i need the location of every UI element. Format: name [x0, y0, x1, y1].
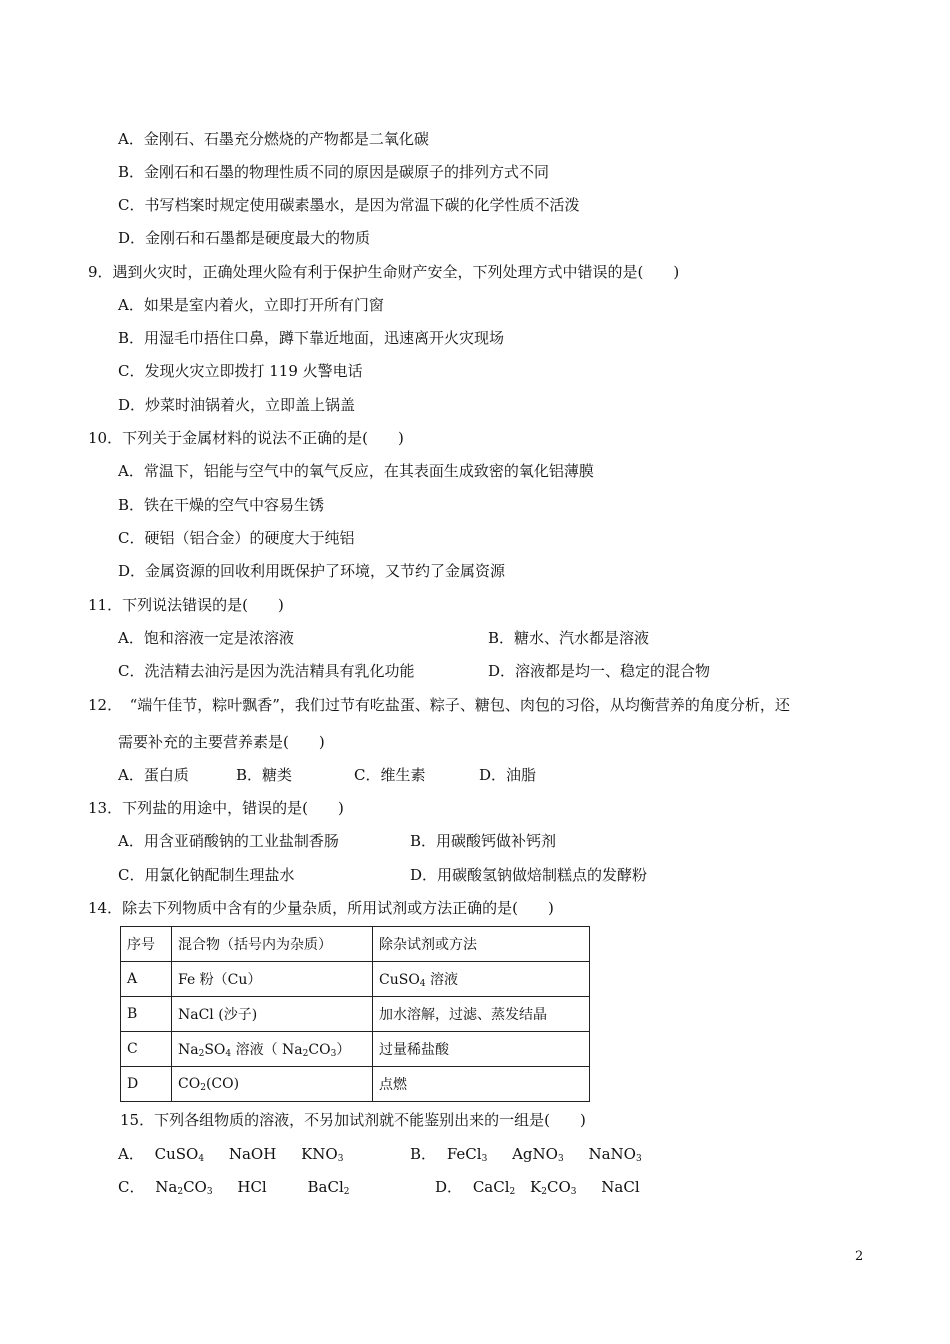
q13-option-b: B．用碳酸钙做补钙剂: [410, 832, 557, 850]
q13-option-a: A．用含亚硝酸钠的工业盐制香肠: [118, 832, 339, 850]
q13-option-c: C．用氯化钠配制生理盐水: [118, 866, 295, 884]
table-header-cell: 混合物（括号内为杂质）: [172, 927, 373, 962]
q12-option-a: A．蛋白质: [118, 766, 189, 784]
q8-option-b: B．金刚石和石墨的物理性质不同的原因是碳原子的排列方式不同: [118, 163, 550, 181]
q11-option-b: B．糖水、汽水都是溶液: [488, 629, 650, 647]
q9-option-b: B．用湿毛巾捂住口鼻，蹲下靠近地面，迅速离开火灾现场: [118, 329, 505, 347]
table-header-cell: 除杂试剂或方法: [373, 927, 590, 962]
q12-option-c: C．维生素: [354, 766, 426, 784]
table-cell-id: D: [121, 1067, 172, 1102]
q14-stem: 14．除去下列物质中含有的少量杂质，所用试剂或方法正确的是( ): [88, 899, 554, 917]
table-cell-mixture: $Na_2SO_4$ 溶液（ $Na_2CO_3$）: [172, 1032, 373, 1067]
table-row: [121, 962, 590, 997]
q10-option-d: D．金属资源的回收利用既保护了环境，又节约了金属资源: [118, 562, 506, 580]
table-cell-reagent: 点燃: [373, 1067, 590, 1102]
q9-option-c: C．发现火灾立即拨打 119 火警电话: [118, 362, 363, 380]
table-cell-mixture: NaCl (沙子): [172, 997, 373, 1032]
q10-stem: 10．下列关于金属材料的说法不正确的是( ): [88, 429, 404, 447]
q12-stem-continued: 需要补充的主要营养素是( ): [118, 733, 325, 751]
q15-option-b: B． FeCl$_3$ AgNO$_3$ NaNO$_3$: [410, 1145, 642, 1164]
table-cell-reagent: 过量稀盐酸: [373, 1032, 590, 1067]
q11-option-d: D．溶液都是均一、稳定的混合物: [488, 662, 711, 680]
q14-table: [120, 926, 590, 1102]
table-header-cell: 序号: [121, 927, 172, 962]
q15-option-a: A． CuSO$_4$ NaOH $KNO_3$: [118, 1145, 344, 1164]
table-cell-id: A: [121, 962, 172, 997]
q8-option-a: A．金刚石、石墨充分燃烧的产物都是二氧化碳: [118, 130, 429, 148]
table-row: [121, 1032, 590, 1067]
q10-option-b: B．铁在干燥的空气中容易生锈: [118, 496, 325, 514]
table-cell-id: C: [121, 1032, 172, 1067]
q8-option-d: D．金刚石和石墨都是硬度最大的物质: [118, 229, 371, 247]
table-cell-id: B: [121, 997, 172, 1032]
q12-option-b: B．糖类: [236, 766, 293, 784]
q9-stem: 9．遇到火灾时，正确处理火险有利于保护生命财产安全，下列处理方式中错误的是( ): [88, 263, 680, 281]
q15-option-d: D． CaCl$_2$ $K_2CO_3$ NaCl: [435, 1178, 640, 1197]
table-cell-mixture: Fe 粉（Cu）: [172, 962, 373, 997]
table-row: [121, 997, 590, 1032]
q11-option-a: A．饱和溶液一定是浓溶液: [118, 629, 294, 647]
q11-stem: 11．下列说法错误的是( ): [88, 596, 284, 614]
q10-option-a: A．常温下，铝能与空气中的氧气反应，在其表面生成致密的氧化铝薄膜: [118, 462, 594, 480]
q10-option-c: C．硬铝（铝合金）的硬度大于纯铝: [118, 529, 355, 547]
q15-stem: 15．下列各组物质的溶液，不另加试剂就不能鉴别出来的一组是( ): [120, 1111, 586, 1129]
table-cell-mixture: $CO_2(CO)$: [172, 1067, 373, 1102]
q12-option-d: D．油脂: [479, 766, 537, 784]
table-cell-reagent: CuSO$_4$ 溶液: [373, 962, 590, 997]
q13-option-d: D．用碳酸氢钠做焙制糕点的发酵粉: [410, 866, 648, 884]
q8-option-c: C．书写档案时规定使用碳素墨水，是因为常温下碳的化学性质不活泼: [118, 196, 580, 214]
q9-option-a: A．如果是室内着火，立即打开所有门窗: [118, 296, 384, 314]
q12-stem: 12． “端午佳节，粽叶飘香”，我们过节有吃盐蛋、粽子、糖包、肉包的习俗，从均衡营养的角度分析，还: [88, 696, 790, 714]
table-row: [121, 1067, 590, 1102]
q13-stem: 13．下列盐的用途中，错误的是( ): [88, 799, 344, 817]
page-number: 2: [855, 1249, 864, 1264]
q11-option-c: C．洗洁精去油污是因为洗洁精具有乳化功能: [118, 662, 415, 680]
table-header-row: [121, 927, 590, 962]
q9-option-d: D．炒菜时油锅着火，立即盖上锅盖: [118, 396, 356, 414]
q15-option-c: C． $Na_2CO_3$ HCl BaCl$_2$: [118, 1178, 350, 1197]
table-cell-reagent: 加水溶解，过滤、蒸发结晶: [373, 997, 590, 1032]
